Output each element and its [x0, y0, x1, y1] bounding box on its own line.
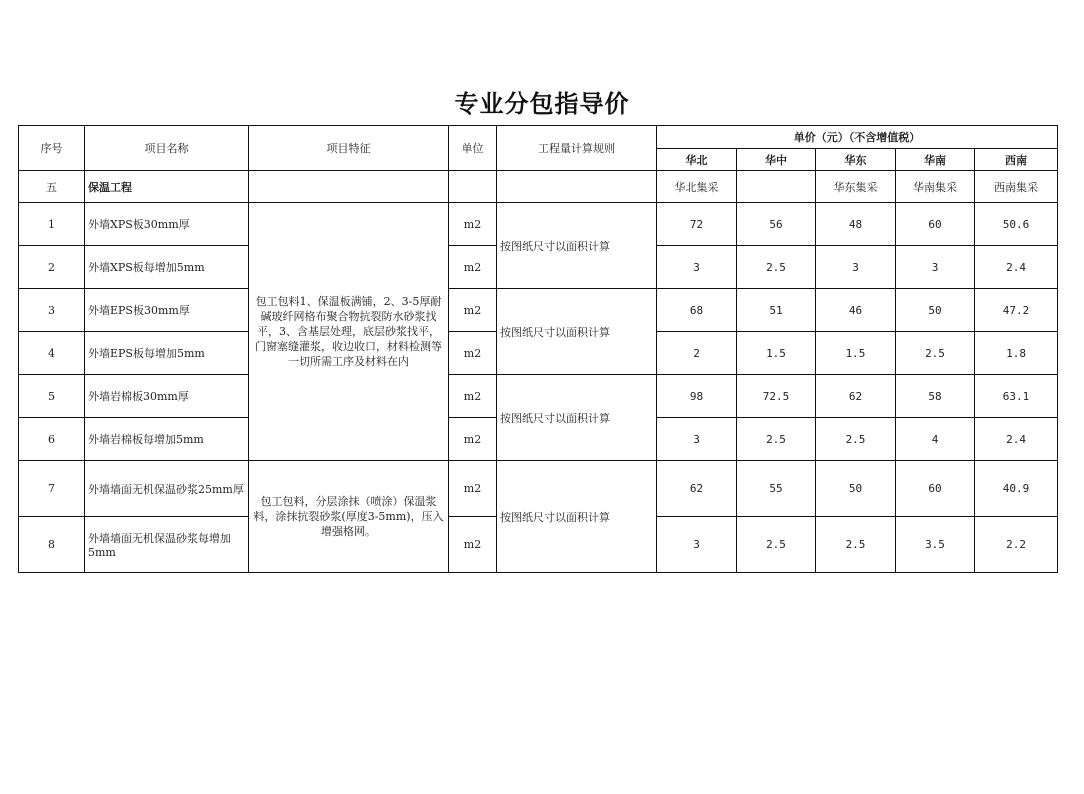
price-cell: 3 — [896, 246, 975, 289]
price-cell: 72 — [657, 203, 737, 246]
row-seq: 3 — [19, 289, 85, 332]
row-seq: 4 — [19, 332, 85, 375]
section-region-label: 华南集采 — [896, 171, 975, 203]
header-feature: 项目特征 — [249, 126, 449, 171]
price-cell: 50 — [896, 289, 975, 332]
price-cell: 2.5 — [737, 517, 816, 573]
row-seq: 5 — [19, 375, 85, 418]
row-rule: 按图纸尺寸以面积计算 — [497, 289, 657, 375]
price-cell: 2.4 — [975, 246, 1058, 289]
row-seq: 6 — [19, 418, 85, 461]
price-cell: 2.5 — [737, 418, 816, 461]
header-region: 西南 — [975, 149, 1058, 171]
price-cell: 2.5 — [737, 246, 816, 289]
table-row — [19, 289, 1058, 332]
price-cell: 56 — [737, 203, 816, 246]
header-unit: 单位 — [449, 126, 497, 171]
price-cell: 2.2 — [975, 517, 1058, 573]
row-name: 外墙岩棉板30mm厚 — [85, 375, 249, 418]
price-cell: 1.8 — [975, 332, 1058, 375]
row-name: 外墙墙面无机保温砂浆每增加5mm — [85, 517, 249, 573]
row-unit: m2 — [449, 461, 497, 517]
row-rule: 按图纸尺寸以面积计算 — [497, 375, 657, 461]
row-name: 外墙EPS板每增加5mm — [85, 332, 249, 375]
price-cell: 2.5 — [896, 332, 975, 375]
header-name: 项目名称 — [85, 126, 249, 171]
row-rule: 按图纸尺寸以面积计算 — [497, 461, 657, 573]
section-row — [19, 171, 1058, 203]
table-row — [19, 461, 1058, 517]
row-unit: m2 — [449, 517, 497, 573]
section-region-label: 华北集采 — [657, 171, 737, 203]
row-seq: 8 — [19, 517, 85, 573]
row-unit: m2 — [449, 375, 497, 418]
row-feature: 包工包料1、保温板满铺，2、3-5厚耐碱玻纤网格布聚合物抗裂防水砂浆找平，3、含基层处理，底层砂浆找平，门窗塞缝灌浆，收边收口，材料检测等一切所需工序及材料在内 — [249, 203, 449, 461]
header-region: 华南 — [896, 149, 975, 171]
row-seq: 7 — [19, 461, 85, 517]
price-cell: 46 — [816, 289, 896, 332]
price-cell: 1.5 — [737, 332, 816, 375]
row-name: 外墙XPS板每增加5mm — [85, 246, 249, 289]
price-cell: 3 — [657, 517, 737, 573]
table-row — [19, 375, 1058, 418]
price-cell: 2.4 — [975, 418, 1058, 461]
section-name: 保温工程 — [85, 171, 249, 203]
row-name: 外墙墙面无机保温砂浆25mm厚 — [85, 461, 249, 517]
price-cell: 50.6 — [975, 203, 1058, 246]
row-name: 外墙EPS板30mm厚 — [85, 289, 249, 332]
price-cell: 2 — [657, 332, 737, 375]
price-cell: 60 — [896, 461, 975, 517]
price-cell: 2.5 — [816, 517, 896, 573]
header-region: 华东 — [816, 149, 896, 171]
price-cell: 1.5 — [816, 332, 896, 375]
header-price-group: 单价（元）（不含增值税） — [657, 126, 1058, 149]
price-cell: 3.5 — [896, 517, 975, 573]
price-table — [18, 125, 1058, 573]
price-cell: 60 — [896, 203, 975, 246]
table-row — [19, 203, 1058, 246]
header-rule: 工程量计算规则 — [497, 126, 657, 171]
price-cell: 47.2 — [975, 289, 1058, 332]
price-cell: 3 — [657, 246, 737, 289]
row-seq: 2 — [19, 246, 85, 289]
row-name: 外墙岩棉板每增加5mm — [85, 418, 249, 461]
section-region-label: 西南集采 — [975, 171, 1058, 203]
section-region-label: 华东集采 — [816, 171, 896, 203]
header-region: 华北 — [657, 149, 737, 171]
price-cell: 55 — [737, 461, 816, 517]
page-title: 专业分包指导价 — [454, 90, 630, 118]
price-cell: 48 — [816, 203, 896, 246]
price-cell: 62 — [657, 461, 737, 517]
section-seq: 五 — [19, 171, 85, 203]
price-cell: 3 — [657, 418, 737, 461]
row-unit: m2 — [449, 289, 497, 332]
row-rule: 按图纸尺寸以面积计算 — [497, 203, 657, 289]
price-cell: 4 — [896, 418, 975, 461]
price-cell: 62 — [816, 375, 896, 418]
price-cell: 3 — [816, 246, 896, 289]
header-region: 华中 — [737, 149, 816, 171]
row-unit: m2 — [449, 418, 497, 461]
price-cell: 58 — [896, 375, 975, 418]
row-seq: 1 — [19, 203, 85, 246]
price-cell: 40.9 — [975, 461, 1058, 517]
row-unit: m2 — [449, 332, 497, 375]
price-cell: 50 — [816, 461, 896, 517]
header-seq: 序号 — [19, 126, 85, 171]
row-unit: m2 — [449, 246, 497, 289]
section-region-label — [737, 171, 816, 203]
row-feature: 包工包料，分层涂抹（喷涂）保温浆料，涂抹抗裂砂浆(厚度3-5mm)，压入增强格网。 — [249, 461, 449, 573]
row-unit: m2 — [449, 203, 497, 246]
price-cell: 98 — [657, 375, 737, 418]
price-cell: 63.1 — [975, 375, 1058, 418]
row-name: 外墙XPS板30mm厚 — [85, 203, 249, 246]
price-cell: 68 — [657, 289, 737, 332]
price-cell: 2.5 — [816, 418, 896, 461]
price-cell: 72.5 — [737, 375, 816, 418]
price-cell: 51 — [737, 289, 816, 332]
